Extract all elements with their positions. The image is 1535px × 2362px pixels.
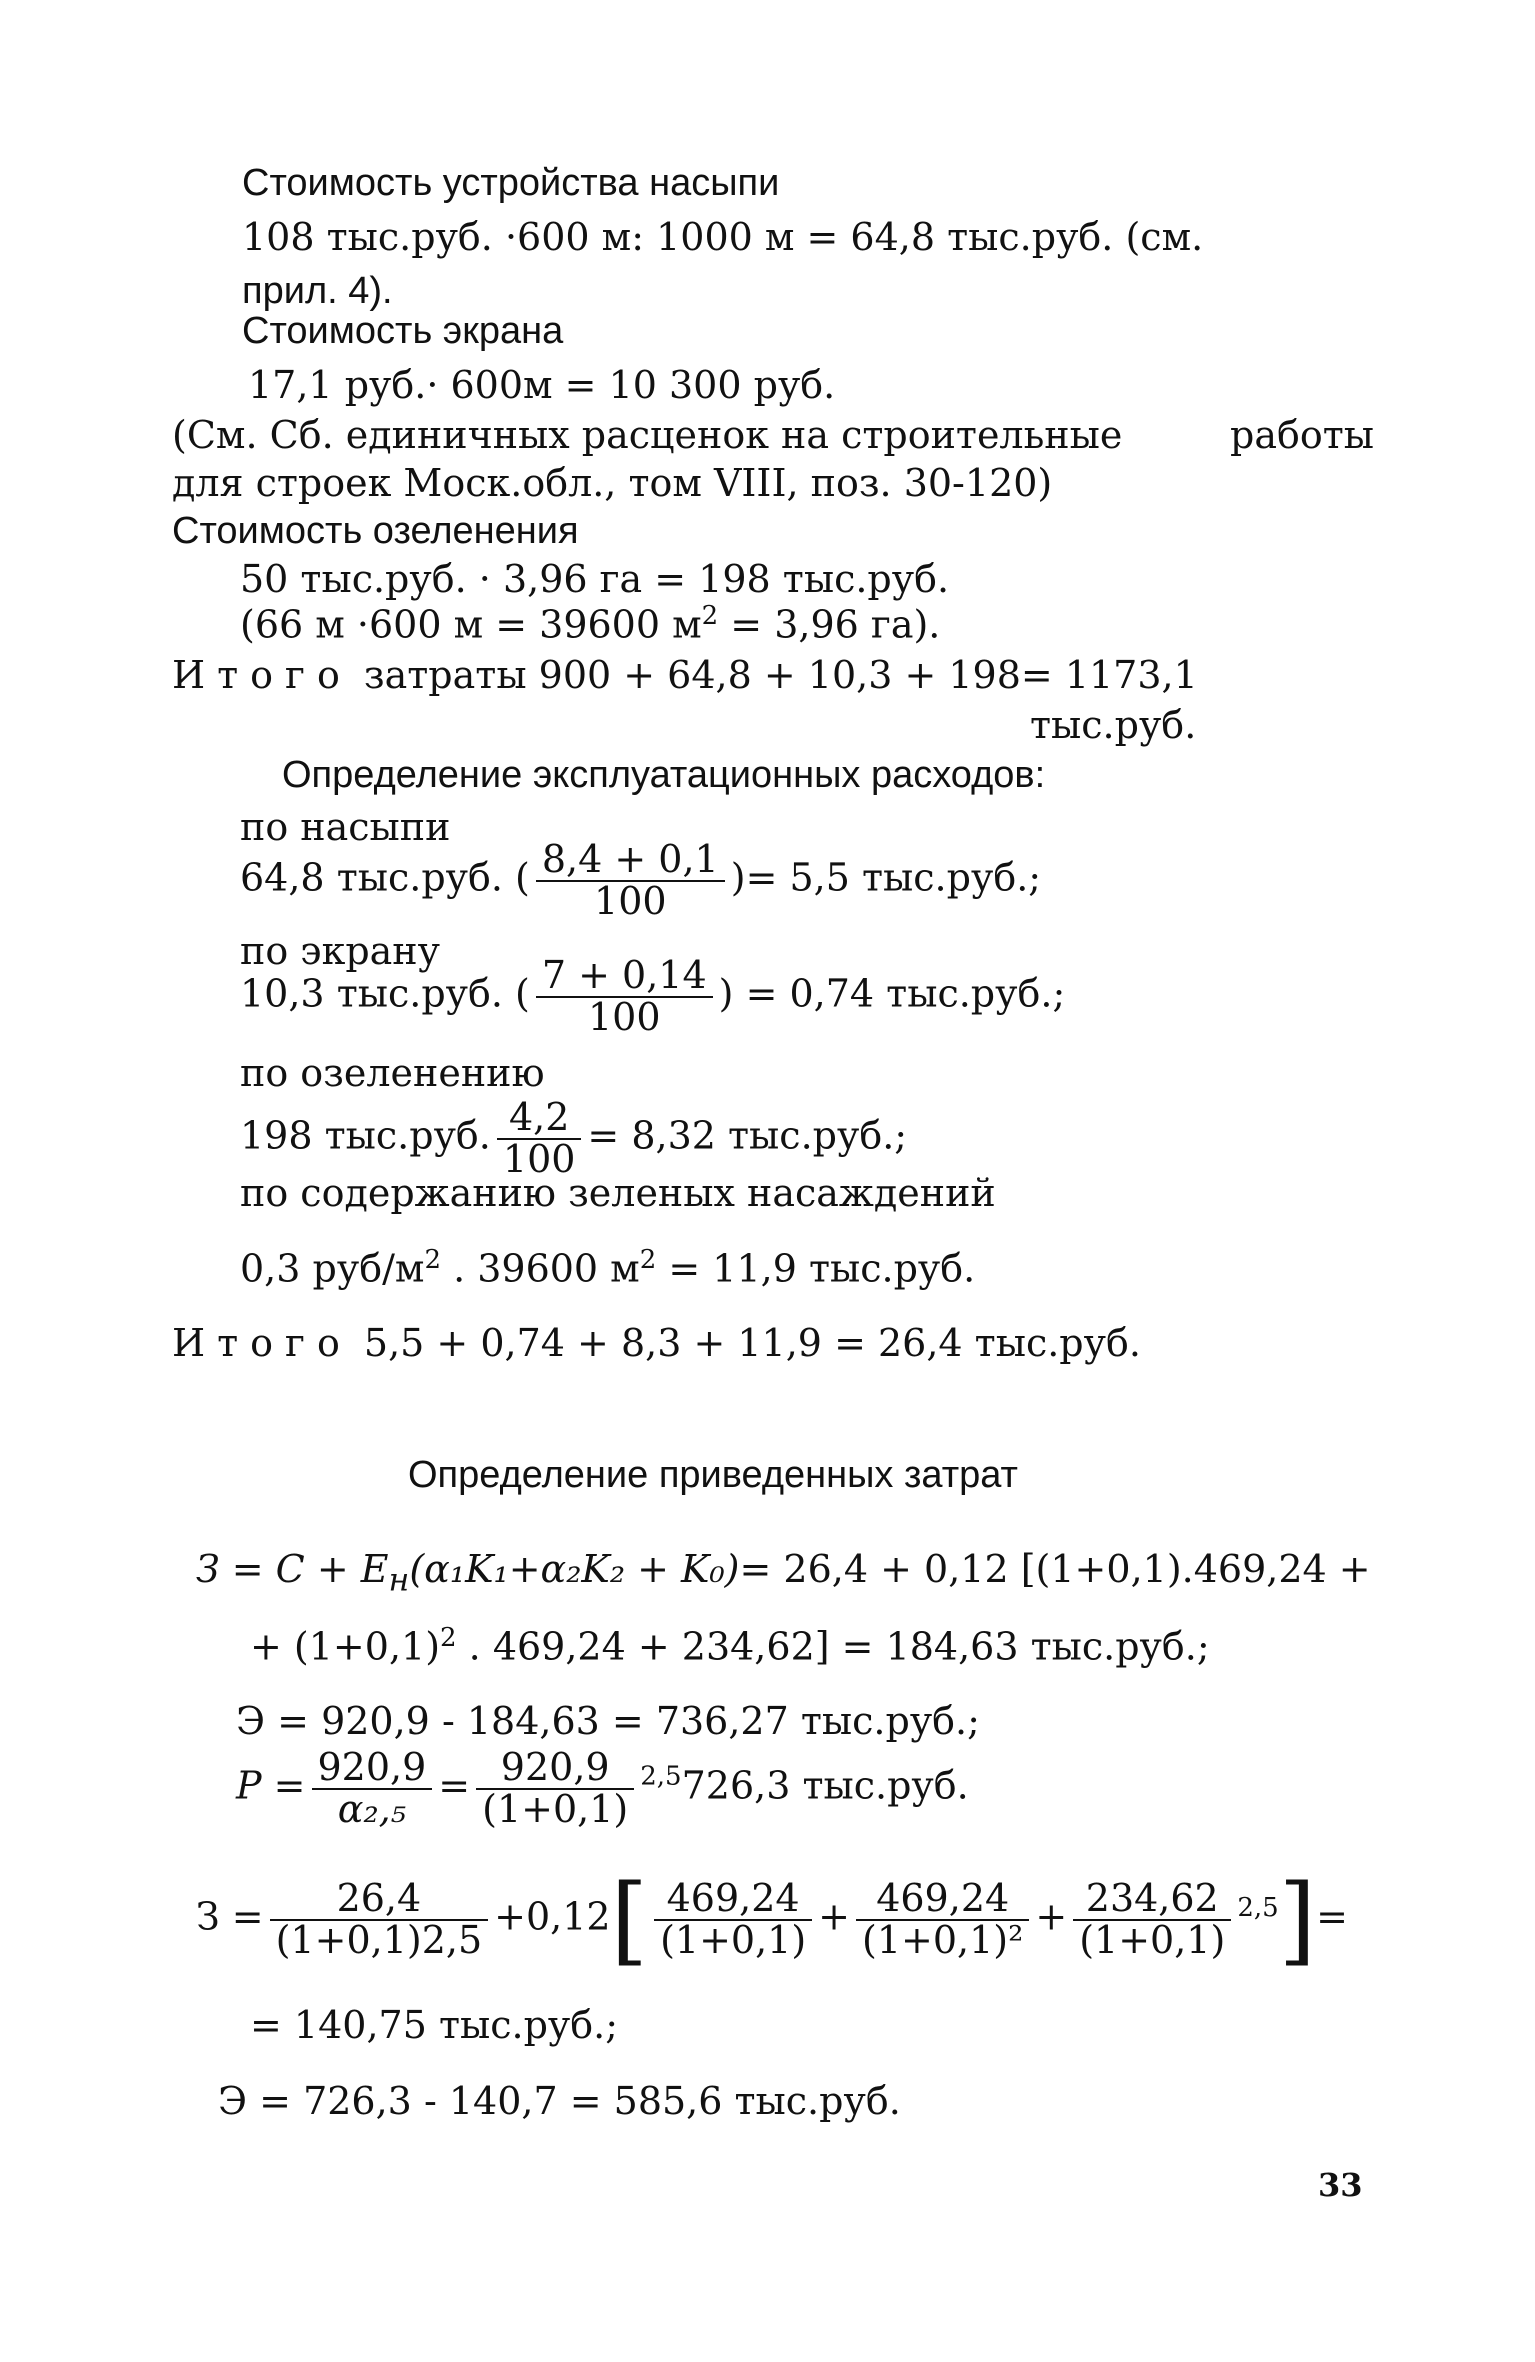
text-line: по экрану (240, 929, 440, 973)
formula-line: Э = 920,9 - 184,63 = 736,27 тыс.руб.; (236, 1699, 980, 1743)
fraction: $\frac{26,4}{(1+0,1)2,5}$ (270, 1879, 489, 1961)
text-line: Стоимость озеленения (172, 510, 579, 552)
fraction: $\frac{8,4 + 0,1}{100}$ (536, 840, 725, 922)
formula-line: 64,8 тыс.руб. ( $\frac{8,4 + 0,1}{100}$ )= 5,5 тыс.руб.; (240, 837, 1042, 923)
fraction: $\frac{7 + 0,14}{100}$ (536, 956, 713, 1038)
formula-line: $З = С + Е_н(\alpha_1K_1+\alpha_2K_2 + K_0)= 26,4 + 0,12$ [(1+0,1).469,24 + (196, 1547, 1371, 1599)
fraction: $\frac{920,9}{\text{α₂,₅}}$ (312, 1748, 433, 1830)
section-heading: Определение приведенных затрат (408, 1454, 1018, 1496)
text-line: по содержанию зеленых насаждений (240, 1171, 996, 1215)
page-number: 33 (1318, 2166, 1363, 2204)
formula-line: Р = $\frac{920,9}{\text{α₂,₅}}$ = $\frac{920,9}{(1+0,1)}$ $^{2,5}$726,3 тыс.руб. (236, 1745, 969, 1831)
formula-line: = 140,75 тыс.руб.; (250, 2003, 619, 2047)
bracket-close: ] (1278, 1864, 1317, 1976)
text-line: 17,1 руб.· 600м = 10 300 руб. (248, 363, 836, 407)
fraction: $\frac{234,62}{(1+0,1)}$ (1073, 1879, 1231, 1961)
fraction: $\frac{469,24}{(1+0,1)}$ (654, 1879, 812, 1961)
text-line: Стоимость устройства насыпи (242, 162, 780, 204)
text-line: Стоимость экрана (242, 310, 564, 352)
formula-line: 10,3 тыс.руб. ( $\frac{7 + 0,14}{100}$ ) = 0,74 тыс.руб.; (240, 953, 1066, 1039)
fraction: $\frac{920,9}{(1+0,1)}$ (476, 1748, 634, 1830)
text-line: прил. 4). (242, 270, 393, 312)
text-line: 0,3 руб/$м^2$ . 39600 $м^2 = 11,9$ тыс.руб. (240, 1245, 976, 1291)
text-line: 108 тыс.руб. ·600 м: 1000 м = 64,8 тыс.руб. (см. (242, 215, 1204, 259)
text-line: тыс.руб. (1030, 703, 1197, 747)
text-line: (См. Сб. единичных расценок на строительные (172, 413, 1123, 457)
formula-line: + $(1+0,1)^2$ . 469,24 + 234,62] = 184,63 тыс.руб.; (250, 1623, 1210, 1669)
text-line: 50 тыс.руб. · 3,96 га = 198 тыс.руб. (240, 557, 950, 601)
fraction: $\frac{469,24}{\text{(1+0,1)²}}$ (856, 1879, 1029, 1961)
section-heading: Определение эксплуатационных расходов: (282, 754, 1046, 796)
text-line: работы (1230, 413, 1375, 457)
text-line: по озеленению (240, 1051, 545, 1095)
formula-line: З = $\frac{26,4}{(1+0,1)2,5}$ +0,12[ $\frac{469,24}{(1+0,1)}$ + $\frac{469,24}{\text{(1+0,1)²}}$ + $\frac{234,62}{(1+0,1)}$ $^{2,5}$]= (196, 1864, 1348, 1976)
text-line: Итого затраты 900 + 64,8 + 10,3 + 198= 1173,1 (172, 653, 1198, 697)
text-line: для строек Моск.обл., том VIII, поз. 30-120) (172, 461, 1053, 505)
formula-line: 198 тыс.руб. $\frac{4,2}{100}$ = 8,32 тыс.руб.; (240, 1095, 908, 1181)
text-line: (66 м ·600 м = 39600 $м^2 = 3,96$ га). (240, 601, 941, 647)
formula-line: Э = 726,3 - 140,7 = 585,6 тыс.руб. (218, 2079, 901, 2123)
text-line: Итого 5,5 + 0,74 + 8,3 + 11,9 = 26,4 тыс.руб. (172, 1321, 1141, 1365)
bracket-open: [ (610, 1864, 649, 1976)
text-line: по насыпи (240, 805, 451, 849)
fraction: $\frac{4,2}{100}$ (497, 1098, 582, 1180)
